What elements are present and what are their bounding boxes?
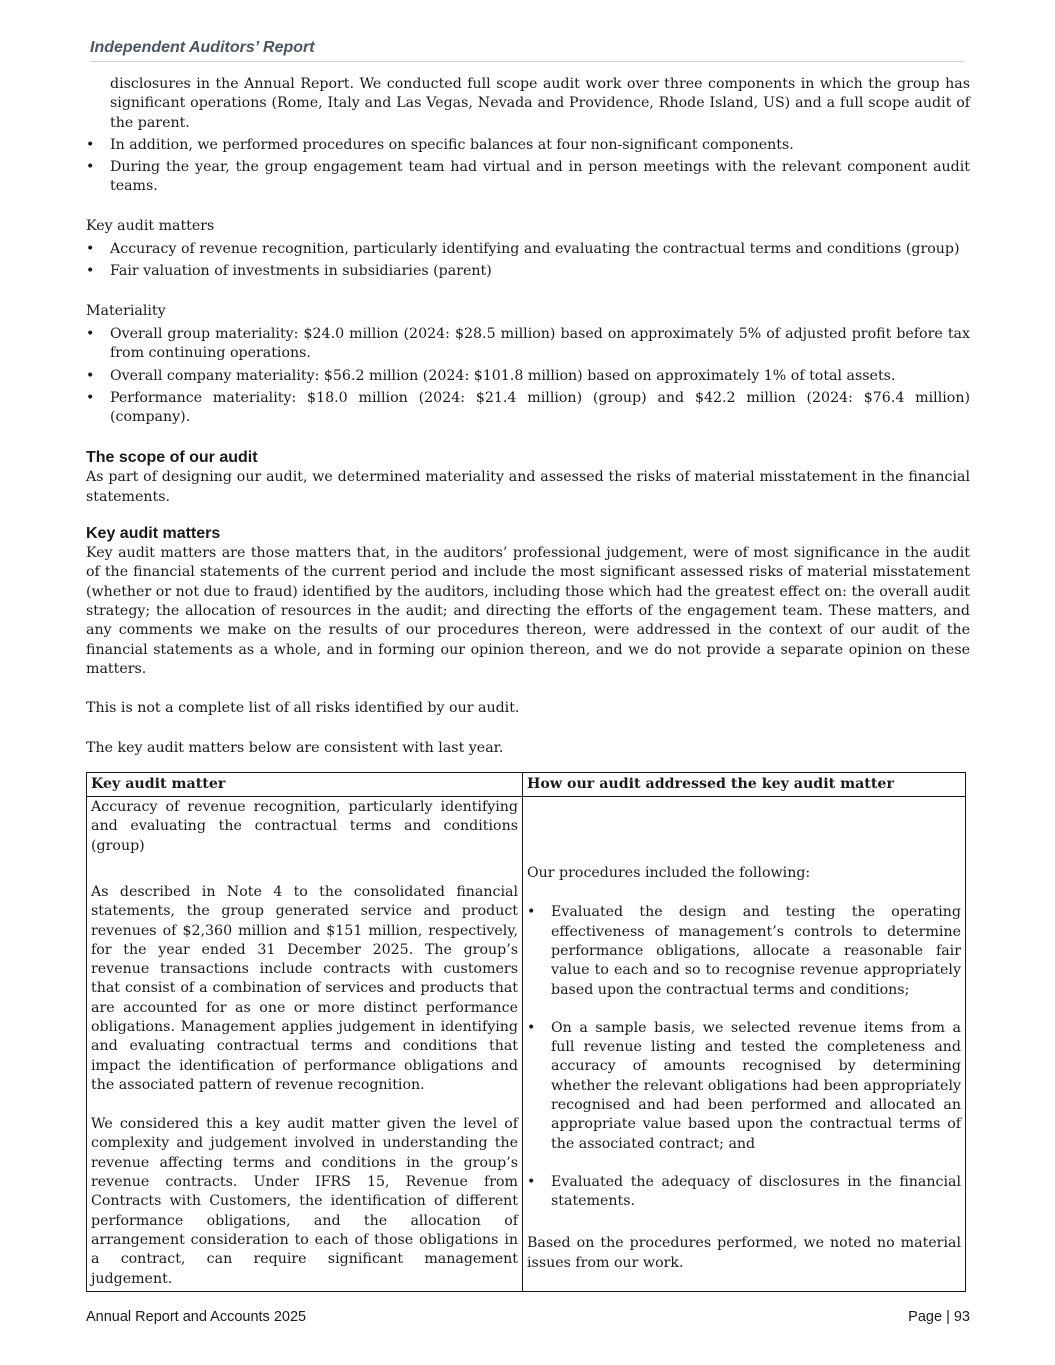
materiality-heading: Materiality — [86, 302, 166, 319]
list-item: • Evaluated the design and testing the operating effectiveness of management’s controls to determine performance obligations, allocate a reasonable fair value to each and so to recognise revenue appropriately based upon the contractual terms and conditions; — [527, 903, 961, 999]
kam-summary-list — [86, 240, 970, 282]
intro-continued-text: disclosures in the Annual Report. We conducted full scope audit work over three components in which the group has significant operations (Rome, Italy and Las Vegas, Nevada and Providence, Rhode Island, US) and a full scope audit of the parent. — [110, 76, 970, 131]
list-item: • Overall company materiality: $56.2 million (2024: $101.8 million) based on approximately 1% of total assets. — [86, 367, 970, 386]
procedures-intro: Our procedures included the following: — [527, 865, 811, 882]
consistent-text: The key audit matters below are consistent with last year. — [86, 740, 504, 757]
list-item: • On a sample basis, we selected revenue items from a full revenue listing and tested the completeness and accuracy of amounts recognised by determining whether the relevant obligations had been appropriately recognised and had been performed and allocated an appropriate value based upon the contractual terms of the associated contract; and — [527, 1019, 961, 1154]
report-body — [86, 75, 970, 1292]
list-item: • Accuracy of revenue recognition, particularly identifying and evaluating the contractual terms and conditions (group) — [86, 240, 970, 259]
table-row — [87, 797, 966, 1292]
table-header-cell: How our audit addressed the key audit matter — [523, 772, 966, 796]
kam-title: Accuracy of revenue recognition, particularly identifying and evaluating the contractual terms and conditions (group) — [91, 799, 518, 854]
scope-text: As part of designing our audit, we determined materiality and assessed the risks of material misstatement in the financial statements. — [86, 469, 970, 505]
kam-summary-heading: Key audit matters — [86, 217, 215, 234]
table-header-row — [87, 772, 966, 796]
table-header-cell: Key audit matter — [87, 772, 523, 796]
key-audit-matter-cell — [87, 797, 523, 1292]
materiality-list — [86, 325, 970, 427]
list-item: • During the year, the group engagement team had virtual and in person meetings with the relevant component audit teams. — [86, 158, 970, 197]
list-item: • Overall group materiality: $24.0 million (2024: $28.5 million) based on approximately 5% of adjusted profit before tax from continuing operations. — [86, 325, 970, 364]
list-item: • Evaluated the adequacy of disclosures in the financial statements. — [527, 1173, 961, 1212]
page-header — [90, 39, 965, 62]
kam-rationale: We considered this a key audit matter given the level of complexity and judgement involved in understanding the revenue affecting terms and conditions in the group’s revenue contracts. Under IFRS 15, Revenue from Contracts with Customers, the identification of different performance obligations, and the allocation of arrangement consideration to each of those obligations in a contract, can require significant management judgement. — [91, 1116, 518, 1287]
footer-page-number: Page | 93 — [908, 1309, 970, 1325]
list-item: • Performance materiality: $18.0 million (2024: $21.4 million) (group) and $42.2 million (2024: $76.4 million) (company). — [86, 389, 970, 428]
intro-bullet-list — [86, 136, 970, 197]
header-title: Independent Auditors’ Report — [90, 39, 315, 56]
footer-report-title: Annual Report and Accounts 2025 — [86, 1309, 307, 1325]
procedures-conclusion: Based on the procedures performed, we noted no material issues from our work. — [527, 1235, 961, 1271]
key-audit-matters-table — [86, 772, 966, 1292]
not-complete-text: This is not a complete list of all risks identified by our audit. — [86, 700, 520, 717]
audit-response-cell — [523, 797, 966, 1292]
kam-text: Key audit matters are those matters that, in the auditors’ professional judgement, were of most significance in the audit of the financial statements of the current period and include the most significant assessed risks of material misstatement (whether or not due to fraud) identified by the auditors, including those which had the greatest effect on: the overall audit strategy; the allocation of resources in the audit; and directing the efforts of the engagement team. These matters, and any comments we make on the results of our procedures thereon, were addressed in the context of our audit of the financial statements as a whole, and in forming our opinion thereon, and we do not provide a separate opinion on these matters. — [86, 545, 970, 677]
list-item: • In addition, we performed procedures on specific balances at four non-significant components. — [86, 136, 970, 155]
procedures-list — [527, 903, 961, 1211]
list-item: • Fair valuation of investments in subsidiaries (parent) — [86, 262, 970, 281]
kam-description: As described in Note 4 to the consolidated financial statements, the group generated service and product revenues of $2,360 million and $151 million, respectively, for the year ended 31 December 2025. The group’s revenue transactions include contracts with customers that consist of a combination of services and products that are accounted for as one or more distinct performance obligations. Management applies judgement in identifying and evaluating contractual terms and conditions that impact the identification of performance obligations and the associated pattern of revenue recognition. — [91, 883, 518, 1093]
scope-heading: The scope of our audit — [86, 449, 258, 467]
kam-heading: Key audit matters — [86, 525, 221, 543]
